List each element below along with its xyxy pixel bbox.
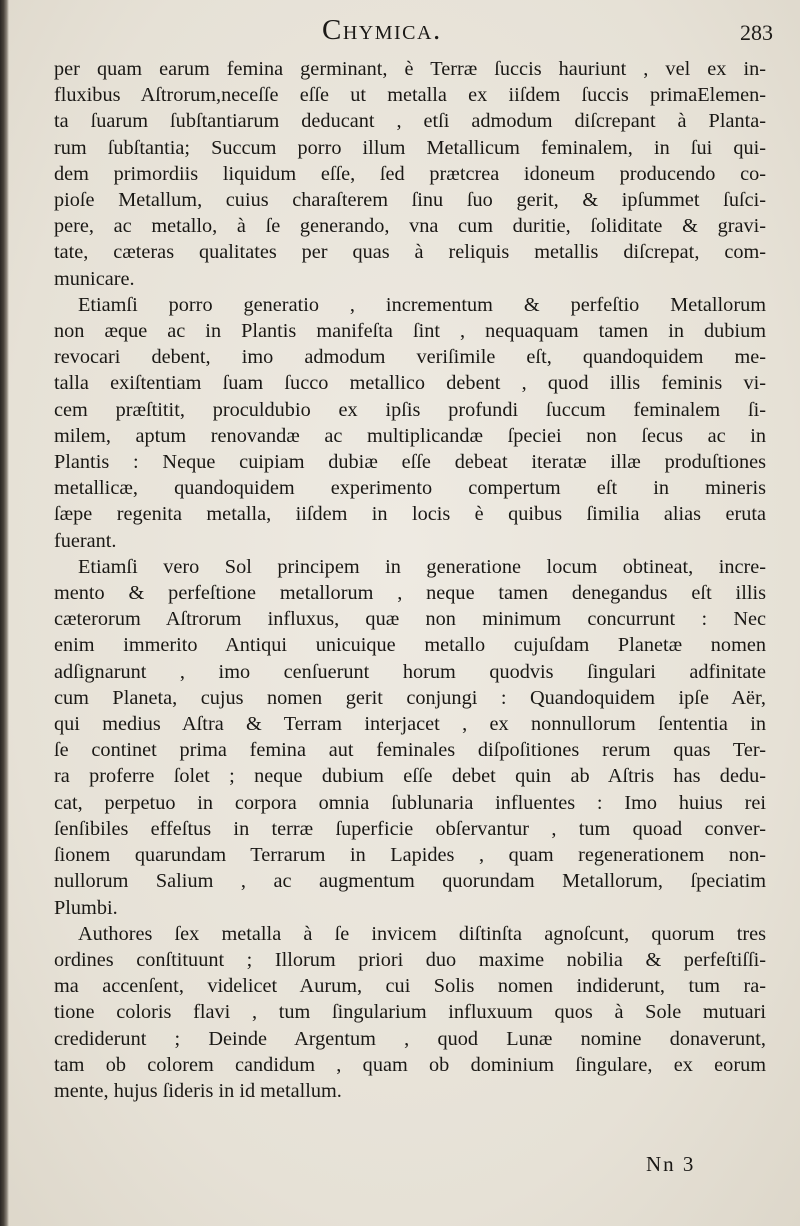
text-line: rum ſubſtantia; Succum porro illum Metallicum feminalem, in ſui qui-: [54, 136, 766, 159]
text-line: ſionem quarundam Terrarum in Lapides , quam regenerationem non-: [54, 844, 766, 867]
page-header: [0, 14, 800, 54]
text-line: nullorum Salium , ac augmentum quorundam Metallorum, ſpeciatim: [54, 870, 766, 893]
text-line: pere, ac metallo, à ſe generando, vna cum duritie, ſoliditate & gravi-: [54, 215, 766, 238]
text-line: milem, aptum renovandæ ac multiplicandæ ſpeciei non ſecus ac in: [54, 424, 766, 447]
text-line: non æque ac in Plantis manifeſta ſint , nequaquam tamen in dubium: [54, 320, 766, 343]
text-line: fluxibus Aſtrorum,neceſſe eſſe ut metalla ex iiſdem ſuccis primaElemen-: [54, 84, 766, 107]
text-line: Etiamſi vero Sol principem in generatione locum obtineat, incre-: [78, 555, 766, 578]
page-number: 283: [740, 20, 773, 45]
catchword-signature: Nn 3: [646, 1152, 696, 1176]
body-text: [54, 56, 766, 1104]
text-line: tam ob colorem candidum , quam ob dominium ſingulare, ex eorum: [54, 1053, 766, 1076]
text-line: Etiamſi porro generatio , incrementum & perfeſtio Metallorum: [78, 293, 766, 316]
text-line: mente, hujus ſideris in id metallum.: [54, 1079, 342, 1102]
text-line: mento & perfeſtione metallorum , neque tamen denegandus eſt illis: [54, 582, 766, 605]
paragraph: [54, 554, 766, 921]
text-line: Authores ſex metalla à ſe invicem diſtinſta agnoſcunt, quorum tres: [78, 922, 766, 945]
text-line: ordines conſtituunt ; Illorum priori duo maxime nobilia & perfeſtiſſi-: [54, 948, 766, 971]
text-line: cæterorum Aſtrorum influxus, quæ non minimum concurrunt : Nec: [54, 608, 766, 631]
page-spine-shadow: [0, 0, 9, 1226]
text-line: adſignarunt , imo cenſuerunt horum quodvis ſingulari adfinitate: [54, 660, 766, 683]
text-line: ſæpe regenita metalla, iiſdem in locis è quibus ſimilia alias eruta: [54, 503, 766, 526]
text-line: ra proferre ſolet ; neque dubium eſſe debet quin ab Aſtris has dedu-: [54, 765, 766, 788]
text-line: revocari debent, imo admodum veriſimile eſt, quandoquidem me-: [54, 346, 766, 369]
text-line: cat, perpetuo in corpora omnia ſublunaria influentes : Imo huius rei: [54, 791, 766, 814]
paragraph: [54, 292, 766, 554]
text-line: Plumbi.: [54, 896, 118, 919]
text-line: Plantis : Neque cuipiam dubiæ eſſe debeat iteratæ illæ produſtiones: [54, 451, 766, 474]
text-line: qui medius Aſtra & Terram interjacet , ex nonnullorum ſententia in: [54, 713, 766, 736]
text-line: pioſe Metallum, cuius charaſterem ſinu ſuo gerit, & ipſummet ſuſci-: [54, 189, 766, 212]
paragraph: [54, 56, 766, 292]
text-line: ma accenſent, videlicet Aurum, cui Solis nomen indiderunt, tum ra-: [54, 975, 766, 998]
text-line: ta ſuarum ſubſtantiarum deducant , etſi admodum diſcrepant à Planta-: [54, 110, 766, 133]
text-line: tate, cæteras qualitates per quas à reliquis metallis diſcrepat, com-: [54, 241, 766, 264]
text-line: fuerant.: [54, 529, 117, 552]
text-line: ſenſibiles effeſtus in terræ ſuperficie obſervantur , tum quoad conver-: [54, 817, 766, 840]
text-line: cem præſtitit, proculdubio ex ipſis profundi ſuccum feminalem ſi-: [54, 398, 766, 421]
text-line: per quam earum femina germinant, è Terræ ſuccis hauriunt , vel ex in-: [54, 58, 766, 80]
text-line: cum Planeta, cujus nomen gerit conjungi : Quandoquidem ipſe Aër,: [54, 686, 766, 709]
paragraph: [54, 921, 766, 1104]
text-line: ſe continet prima femina aut feminales diſpoſitiones rerum quas Ter-: [54, 739, 766, 762]
text-line: crediderunt ; Deinde Argentum , quod Lunæ nomine donaverunt,: [54, 1027, 766, 1050]
running-title: Chymica.: [322, 14, 442, 46]
text-line: metallicæ, quandoquidem experimento compertum eſt in mineris: [54, 477, 766, 500]
text-line: municare.: [54, 267, 135, 290]
text-line: talla exiſtentiam ſuam ſucco metallico debent , quod illis feminis vi-: [54, 372, 766, 395]
text-line: dem primordiis liquidum eſſe, ſed prætcrea idoneum producendo co-: [54, 162, 766, 185]
text-line: tione coloris flavi , tum ſingularium influxuum quos à Sole mutuari: [54, 1001, 766, 1024]
text-line: enim immerito Antiqui unicuique metallo cujuſdam Planetæ nomen: [54, 634, 766, 657]
